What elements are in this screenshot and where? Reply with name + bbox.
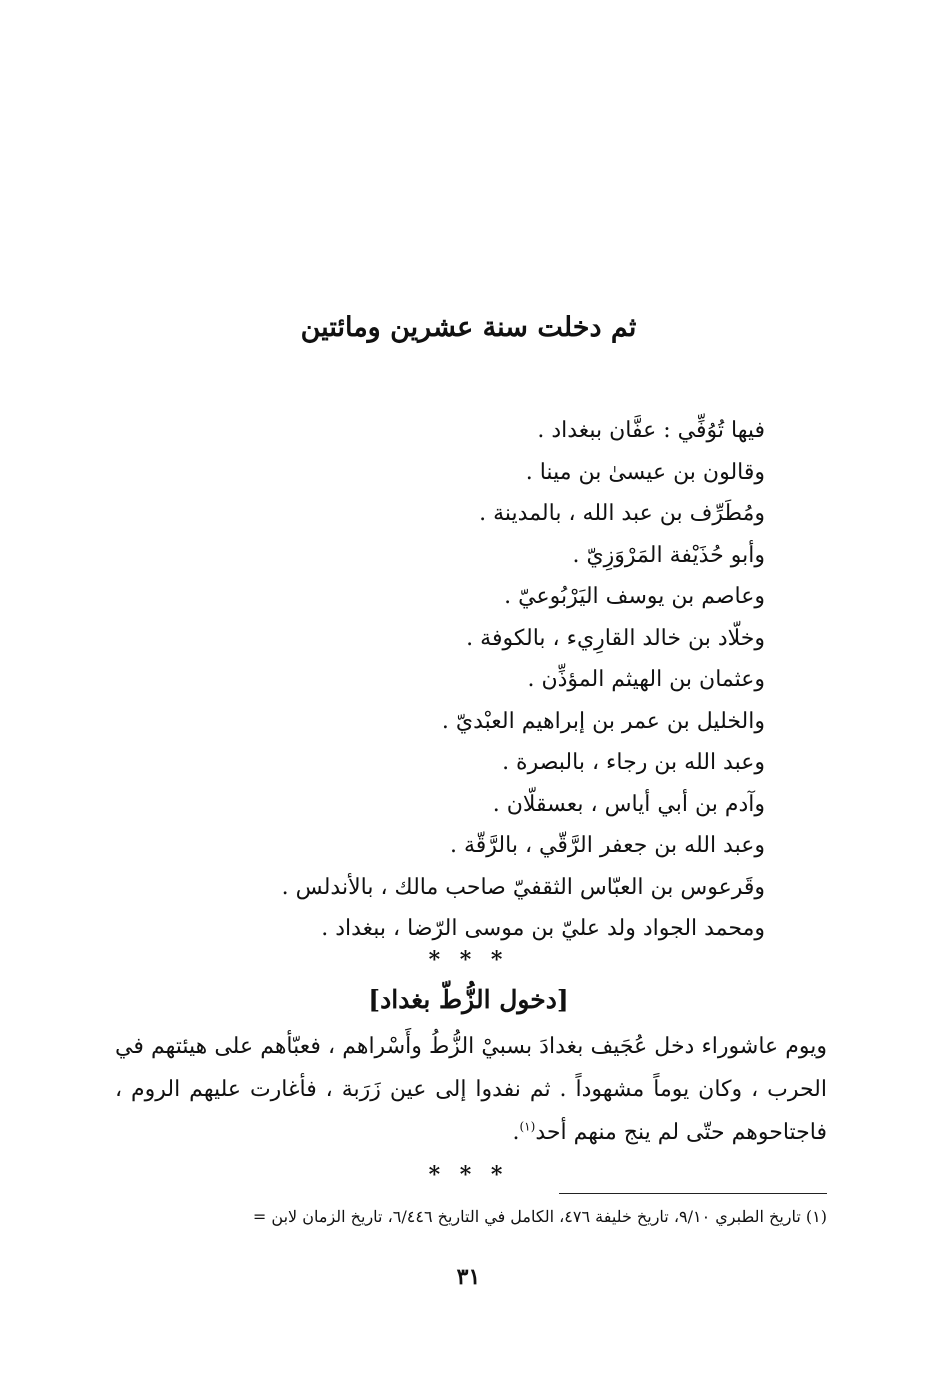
list-item: وخلّاد بن خالد القارِيء ، بالكوفة .: [466, 625, 765, 651]
list-item: وأبو حُذَيْفة المَرْوَزِيّ .: [572, 542, 765, 568]
section-separator: * * *: [428, 947, 509, 973]
deaths-list: [205, 410, 765, 950]
list-item: ومُطَرِّف بن عبد الله ، بالمدينة .: [479, 501, 765, 526]
paragraph-end: .: [512, 1120, 520, 1145]
footnote: (١) تاريخ الطبري ٩/١٠، تاريخ خليفة ٤٧٦، الكامل في التاريخ ٦/٤٤٦، تاريخ الزمان لابن =: [252, 1207, 827, 1226]
list-item: وعثمان بن الهيثم المؤذِّن .: [527, 667, 765, 692]
body-paragraph: [115, 1025, 827, 1154]
section-heading: [دخول الزُّطّ بغداد]: [368, 985, 569, 1014]
list-item: وعاصم بن يوسف اليَرْبُوعيّ .: [504, 584, 765, 609]
page-number: ٣١: [456, 1264, 481, 1290]
footnote-divider: [559, 1193, 827, 1194]
footnote-marker[interactable]: (١): [519, 1119, 536, 1134]
list-item: وقالون بن عيسىٰ بن مينا .: [525, 459, 765, 485]
list-item: وآدم بن أبي أياس ، بعسقلّان .: [492, 791, 765, 817]
paragraph-text: ويوم عاشوراء دخل عُجَيف بغدادَ بسبيْ الزُّطُ وأَسْراهم ، فعبّأهم على هيئتهم في الحرب ، وكان يوماً مشهوداً . ثم نفدوا إلى عين زَرَبة ، فأغارت عليهم الروم ، فاجتاحوهم حتّى لم ينج منهم أحد: [115, 1034, 827, 1145]
list-item: وعبد الله بن جعفر الرَّقّي ، بالرَّقّة .: [449, 833, 765, 858]
page-title: ثم دخلت سنة عشرين ومائتين: [300, 312, 637, 343]
list-item: والخليل بن عمر بن إبراهيم العبْديّ .: [441, 708, 765, 734]
list-item: فيها تُوُفِّي : عفَّان ببغداد .: [537, 418, 765, 443]
list-item: وقَرعوس بن العبّاس الثقفيّ صاحب مالك ، بالأندلس .: [281, 874, 765, 900]
list-item: ومحمد الجواد ولد عليّ بن موسى الرّضا ، ببغداد .: [321, 916, 765, 941]
list-item: وعبد الله بن رجاء ، بالبصرة .: [502, 750, 765, 775]
section-separator: * * *: [428, 1162, 509, 1188]
